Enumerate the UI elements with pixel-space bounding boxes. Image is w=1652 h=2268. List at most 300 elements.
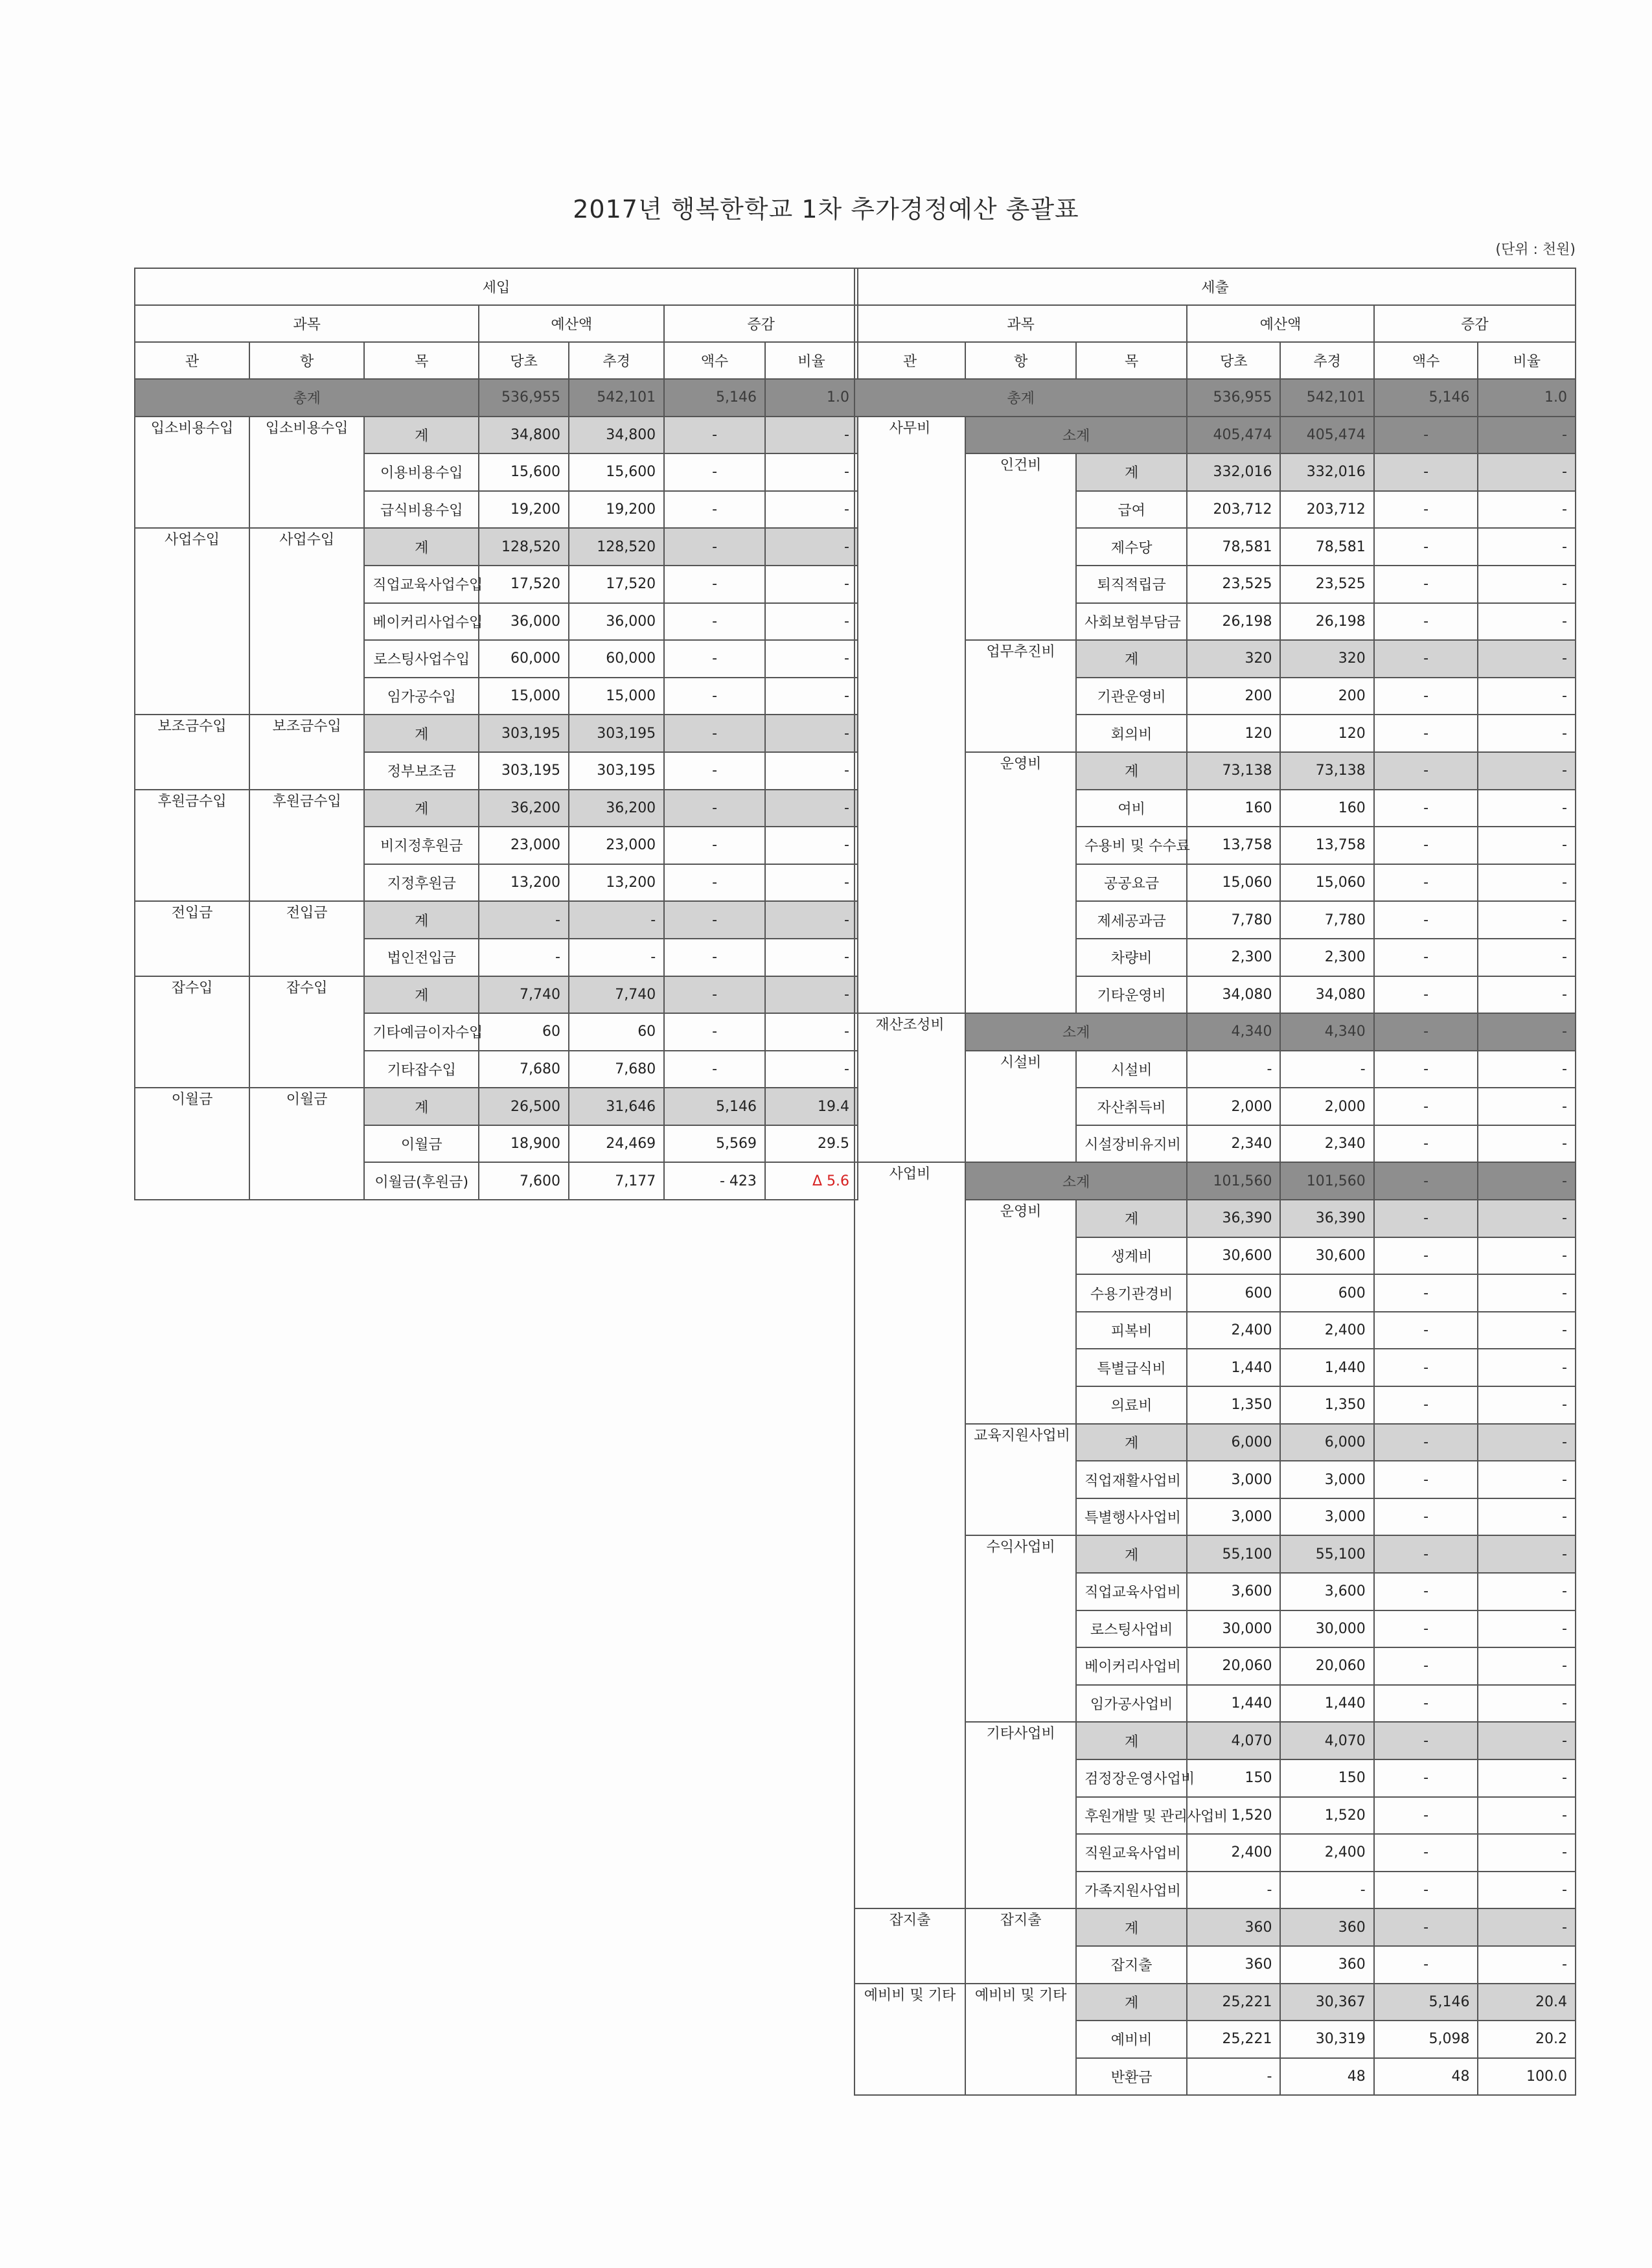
exp-original-cell: 25,221 [1187, 1984, 1280, 2021]
rev-original-cell: - [479, 939, 569, 976]
exp-original-cell: 30,600 [1187, 1237, 1280, 1275]
exp-mok-cell: 직업교육사업비 [1076, 1573, 1187, 1610]
rev-mok-cell: 이월금(후원금) [364, 1162, 479, 1200]
exp-ratio-cell: - [1478, 1946, 1576, 1984]
exp-ratio-cell: - [1478, 640, 1576, 678]
rev-revised-cell: - [569, 939, 664, 976]
exp-mok-cell: 수용기관경비 [1076, 1274, 1187, 1312]
exp-ratio-cell: - [1478, 678, 1576, 715]
rev-original-cell: 60,000 [479, 640, 569, 678]
exp-original-cell: 160 [1187, 790, 1280, 827]
exp-amount-cell: - [1374, 1125, 1478, 1163]
exp-revised-cell: 2,340 [1280, 1125, 1373, 1163]
exp-revised-cell: 320 [1280, 640, 1373, 678]
exp-amount-cell: - [1374, 491, 1478, 529]
exp-original-cell: 150 [1187, 1759, 1280, 1797]
rev-ratio-cell: - [765, 603, 858, 641]
exp-amount-cell: - [1374, 1312, 1478, 1349]
exp-amount-cell: - [1374, 1685, 1478, 1723]
exp-original-cell: 30,000 [1187, 1610, 1280, 1648]
exp-ratio-cell: - [1478, 1162, 1576, 1200]
exp-subtotal-label: 소계 [965, 417, 1187, 454]
table-row [855, 1013, 1576, 1051]
rev-mok-cell: 계 [364, 417, 479, 454]
exp-revised-cell: 48 [1280, 2058, 1373, 2096]
rev-revised-cell: 31,646 [569, 1088, 664, 1125]
exp-ratio-cell: 20.2 [1478, 2021, 1576, 2058]
rev-revised-cell: 17,520 [569, 566, 664, 603]
exp-hang-cell: 잡지출 [965, 1908, 1076, 1983]
exp-revised-cell: 2,400 [1280, 1312, 1373, 1349]
exp-original-cell: 36,390 [1187, 1200, 1280, 1237]
exp-amount-cell: - [1374, 1051, 1478, 1088]
rev-ratio-cell: - [765, 939, 858, 976]
rev-original-cell: 60 [479, 1013, 569, 1051]
exp-ratio-cell: - [1478, 1200, 1576, 1237]
rev-gwan-cell: 사업수입 [135, 528, 249, 715]
rev-original-cell: 36,200 [479, 790, 569, 827]
exp-amount-cell: - [1374, 1088, 1478, 1125]
exp-original-cell: 1,440 [1187, 1349, 1280, 1386]
exp-ratio-cell: - [1478, 864, 1576, 902]
rev-ratio-cell: - [765, 566, 858, 603]
rev-ratio-cell: - [765, 1051, 858, 1088]
rev-revised-cell: 303,195 [569, 715, 664, 752]
rev-mok-cell: 계 [364, 528, 479, 566]
table-row [855, 1162, 1576, 1200]
exp-revised-cell: - [1280, 1051, 1373, 1088]
rev-ratio-cell: - [765, 715, 858, 752]
exp-gwan-header: 관 [855, 342, 965, 379]
rev-gwan-header: 관 [135, 342, 249, 379]
exp-amount-cell: - [1374, 566, 1478, 603]
exp-ratio-cell: - [1478, 453, 1576, 491]
rev-amount-cell: - [664, 901, 765, 939]
exp-original-cell: 405,474 [1187, 417, 1280, 454]
rev-total-ratio: 1.0 [765, 379, 858, 417]
rev-ratio-cell: - [765, 491, 858, 529]
exp-change-header: 증감 [1374, 305, 1576, 342]
exp-mok-cell: 임가공사업비 [1076, 1685, 1187, 1723]
exp-revised-cell: 150 [1280, 1759, 1373, 1797]
rev-mok-header: 목 [364, 342, 479, 379]
exp-amount-cell: - [1374, 1349, 1478, 1386]
rev-revised-cell: - [569, 901, 664, 939]
exp-mok-cell: 예비비 [1076, 2021, 1187, 2058]
exp-original-cell: 4,070 [1187, 1722, 1280, 1759]
table-row [135, 790, 858, 827]
exp-mok-cell: 베이커리사업비 [1076, 1647, 1187, 1685]
exp-original-cell: 1,350 [1187, 1386, 1280, 1424]
exp-amount-cell: - [1374, 1759, 1478, 1797]
rev-gwan-cell: 입소비용수입 [135, 417, 249, 529]
table-row [135, 715, 858, 752]
exp-original-cell: - [1187, 1872, 1280, 1909]
rev-amount-cell: - [664, 752, 765, 790]
exp-revised-cell: 1,440 [1280, 1685, 1373, 1723]
exp-mok-cell: 반환금 [1076, 2058, 1187, 2096]
exp-ratio-cell: - [1478, 1759, 1576, 1797]
rev-ratio-cell: - [765, 678, 858, 715]
exp-original-cell: 7,780 [1187, 901, 1280, 939]
exp-revised-cell: 6,000 [1280, 1424, 1373, 1461]
exp-original-header: 당초 [1187, 342, 1280, 379]
exp-revised-cell: 101,560 [1280, 1162, 1373, 1200]
exp-amount-cell: - [1374, 1647, 1478, 1685]
rev-mok-cell: 급식비용수입 [364, 491, 479, 529]
exp-amount-cell: - [1374, 453, 1478, 491]
exp-revised-cell: 3,600 [1280, 1573, 1373, 1610]
exp-mok-cell: 검정장운영사업비 [1076, 1759, 1187, 1797]
rev-hang-cell: 보조금수입 [249, 715, 364, 789]
exp-revised-cell: 55,100 [1280, 1535, 1373, 1573]
exp-hang-cell: 운영비 [965, 1200, 1076, 1424]
exp-gwan-cell: 사무비 [855, 417, 965, 1014]
exp-total-label: 총계 [855, 379, 1187, 417]
exp-ratio-cell: - [1478, 1722, 1576, 1759]
rev-mok-cell: 로스팅사업수입 [364, 640, 479, 678]
exp-amount-cell: - [1374, 1200, 1478, 1237]
rev-mok-cell: 계 [364, 790, 479, 827]
exp-amount-cell: - [1374, 1274, 1478, 1312]
exp-original-cell: 320 [1187, 640, 1280, 678]
exp-original-cell: 600 [1187, 1274, 1280, 1312]
rev-amount-cell: - [664, 640, 765, 678]
exp-original-cell: 1,440 [1187, 1685, 1280, 1723]
exp-revised-cell: 4,070 [1280, 1722, 1373, 1759]
table-row [135, 417, 858, 454]
rev-amount-header: 액수 [664, 342, 765, 379]
rev-ratio-header: 비율 [765, 342, 858, 379]
exp-mok-cell: 계 [1076, 453, 1187, 491]
exp-original-cell: 2,300 [1187, 939, 1280, 976]
exp-revised-cell: 200 [1280, 678, 1373, 715]
rev-mok-cell: 기타예금이자수입 [364, 1013, 479, 1051]
exp-revised-cell: 120 [1280, 715, 1373, 752]
exp-ratio-cell: - [1478, 1051, 1576, 1088]
rev-gwan-cell: 전입금 [135, 901, 249, 976]
exp-amount-cell: - [1374, 640, 1478, 678]
exp-mok-cell: 직업재활사업비 [1076, 1461, 1187, 1498]
exp-mok-cell: 시설장비유지비 [1076, 1125, 1187, 1163]
exp-revised-cell: 73,138 [1280, 752, 1373, 790]
exp-original-cell: - [1187, 1051, 1280, 1088]
expense-header: 세출 [855, 268, 1576, 305]
exp-gwan-cell: 잡지출 [855, 1908, 965, 1983]
rev-original-cell: 128,520 [479, 528, 569, 566]
exp-ratio-cell: - [1478, 603, 1576, 641]
exp-total-amount: 5,146 [1374, 379, 1478, 417]
exp-original-cell: 6,000 [1187, 1424, 1280, 1461]
exp-revised-cell: 2,000 [1280, 1088, 1373, 1125]
exp-revised-cell: 1,520 [1280, 1797, 1373, 1835]
exp-amount-cell: - [1374, 1535, 1478, 1573]
exp-ratio-cell: 100.0 [1478, 2058, 1576, 2096]
rev-amount-cell: - [664, 491, 765, 529]
exp-original-cell: 2,400 [1187, 1834, 1280, 1872]
exp-revised-cell: 4,340 [1280, 1013, 1373, 1051]
rev-original-cell: 7,600 [479, 1162, 569, 1200]
rev-revised-cell: 60 [569, 1013, 664, 1051]
exp-original-cell: 78,581 [1187, 528, 1280, 566]
rev-ratio-cell: - [765, 864, 858, 902]
exp-ratio-cell: - [1478, 1386, 1576, 1424]
rev-revised-cell: 34,800 [569, 417, 664, 454]
rev-original-cell: 18,900 [479, 1125, 569, 1163]
exp-amount-cell: - [1374, 1498, 1478, 1536]
exp-mok-cell: 로스팅사업비 [1076, 1610, 1187, 1648]
exp-amount-cell: - [1374, 1797, 1478, 1835]
rev-ratio-cell: - [765, 640, 858, 678]
rev-amount-cell: - [664, 1051, 765, 1088]
rev-revised-cell: 128,520 [569, 528, 664, 566]
exp-original-cell: 332,016 [1187, 453, 1280, 491]
exp-amount-cell: - [1374, 1946, 1478, 1984]
exp-revised-cell: 3,000 [1280, 1461, 1373, 1498]
exp-hang-cell: 수익사업비 [965, 1535, 1076, 1722]
rev-revised-cell: 36,000 [569, 603, 664, 641]
exp-mok-cell: 제세공과금 [1076, 901, 1187, 939]
exp-original-cell: 360 [1187, 1946, 1280, 1984]
exp-revised-cell: 360 [1280, 1908, 1373, 1946]
exp-revised-cell: 600 [1280, 1274, 1373, 1312]
exp-mok-cell: 피복비 [1076, 1312, 1187, 1349]
rev-mok-cell: 임가공수입 [364, 678, 479, 715]
exp-gwan-cell: 예비비 및 기타 [855, 1984, 965, 2096]
exp-ratio-cell: - [1478, 1535, 1576, 1573]
exp-revised-cell: 1,440 [1280, 1349, 1373, 1386]
rev-gwan-cell: 보조금수입 [135, 715, 249, 789]
exp-hang-cell: 인건비 [965, 453, 1076, 640]
exp-ratio-cell: - [1478, 790, 1576, 827]
exp-hang-cell: 시설비 [965, 1051, 1076, 1163]
exp-mok-cell: 여비 [1076, 790, 1187, 827]
exp-ratio-cell: - [1478, 1461, 1576, 1498]
rev-amount-cell: 5,569 [664, 1125, 765, 1163]
rev-total-label: 총계 [135, 379, 479, 417]
rev-mok-cell: 계 [364, 901, 479, 939]
rev-ratio-cell: - [765, 901, 858, 939]
rev-original-cell: 303,195 [479, 752, 569, 790]
exp-mok-cell: 후원개발 및 관리사업비 [1076, 1797, 1187, 1835]
exp-amount-cell: - [1374, 939, 1478, 976]
rev-revised-cell: 36,200 [569, 790, 664, 827]
exp-mok-cell: 가족지원사업비 [1076, 1872, 1187, 1909]
rev-hang-cell: 잡수입 [249, 976, 364, 1088]
rev-ratio-cell: - [765, 790, 858, 827]
rev-revised-cell: 7,177 [569, 1162, 664, 1200]
exp-amount-cell: - [1374, 1237, 1478, 1275]
exp-ratio-cell: - [1478, 1908, 1576, 1946]
exp-mok-cell: 생계비 [1076, 1237, 1187, 1275]
exp-revised-cell: 160 [1280, 790, 1373, 827]
exp-ratio-cell: - [1478, 901, 1576, 939]
exp-hang-cell: 기타사업비 [965, 1722, 1076, 1908]
exp-mok-header: 목 [1076, 342, 1187, 379]
exp-hang-cell: 운영비 [965, 752, 1076, 1013]
rev-revised-cell: 7,740 [569, 976, 664, 1014]
exp-amount-cell: - [1374, 1013, 1478, 1051]
exp-amount-cell: - [1374, 1573, 1478, 1610]
exp-mok-cell: 퇴직적립금 [1076, 566, 1187, 603]
exp-original-cell: 23,525 [1187, 566, 1280, 603]
rev-original-cell: 19,200 [479, 491, 569, 529]
exp-mok-cell: 계 [1076, 752, 1187, 790]
exp-original-cell: 15,060 [1187, 864, 1280, 902]
exp-ratio-cell: - [1478, 1498, 1576, 1536]
rev-mok-cell: 계 [364, 715, 479, 752]
exp-ratio-cell: - [1478, 417, 1576, 454]
exp-ratio-cell: - [1478, 1349, 1576, 1386]
exp-amount-cell: - [1374, 1162, 1478, 1200]
exp-revised-cell: 23,525 [1280, 566, 1373, 603]
rev-amount-cell: - [664, 976, 765, 1014]
exp-amount-cell: - [1374, 1610, 1478, 1648]
rev-original-cell: - [479, 901, 569, 939]
exp-subtotal-label: 소계 [965, 1013, 1187, 1051]
exp-mok-cell: 자산취득비 [1076, 1088, 1187, 1125]
exp-original-cell: 26,198 [1187, 603, 1280, 641]
exp-mok-cell: 기관운영비 [1076, 678, 1187, 715]
rev-mok-cell: 기타잡수입 [364, 1051, 479, 1088]
rev-original-cell: 7,680 [479, 1051, 569, 1088]
exp-revised-cell: 13,758 [1280, 827, 1373, 864]
exp-ratio-cell: - [1478, 1312, 1576, 1349]
rev-ratio-cell: - [765, 417, 858, 454]
exp-subject-header: 과목 [855, 305, 1187, 342]
rev-budget-header: 예산액 [479, 305, 664, 342]
rev-mok-cell: 이용비용수입 [364, 453, 479, 491]
exp-amount-cell: - [1374, 864, 1478, 902]
table-row [855, 1984, 1576, 2021]
exp-ratio-cell: - [1478, 1834, 1576, 1872]
exp-revised-header: 추경 [1280, 342, 1373, 379]
exp-mok-cell: 차량비 [1076, 939, 1187, 976]
exp-revised-cell: 360 [1280, 1946, 1373, 1984]
rev-revised-cell: 23,000 [569, 827, 664, 864]
rev-gwan-cell: 이월금 [135, 1088, 249, 1200]
exp-ratio-cell: - [1478, 566, 1576, 603]
exp-amount-cell: - [1374, 790, 1478, 827]
rev-ratio-cell: - [765, 528, 858, 566]
exp-mok-cell: 시설비 [1076, 1051, 1187, 1088]
exp-mok-cell: 계 [1076, 1200, 1187, 1237]
exp-hang-cell: 업무추진비 [965, 640, 1076, 752]
rev-total-revised: 542,101 [569, 379, 664, 417]
rev-revised-cell: 7,680 [569, 1051, 664, 1088]
exp-ratio-cell: - [1478, 1237, 1576, 1275]
exp-hang-cell: 교육지원사업비 [965, 1424, 1076, 1536]
rev-ratio-cell: - [765, 752, 858, 790]
exp-revised-cell: 30,000 [1280, 1610, 1373, 1648]
exp-revised-cell: 2,300 [1280, 939, 1373, 976]
exp-original-cell: - [1187, 2058, 1280, 2096]
rev-mok-cell: 베이커리사업수입 [364, 603, 479, 641]
exp-original-cell: 120 [1187, 715, 1280, 752]
revenue-table [134, 268, 858, 1200]
exp-revised-cell: 34,080 [1280, 976, 1373, 1014]
exp-mok-cell: 급여 [1076, 491, 1187, 529]
exp-amount-cell: - [1374, 901, 1478, 939]
rev-original-cell: 7,740 [479, 976, 569, 1014]
rev-hang-header: 항 [249, 342, 364, 379]
exp-original-cell: 73,138 [1187, 752, 1280, 790]
rev-original-cell: 23,000 [479, 827, 569, 864]
exp-amount-cell: - [1374, 1424, 1478, 1461]
rev-hang-cell: 전입금 [249, 901, 364, 976]
rev-mok-cell: 정부보조금 [364, 752, 479, 790]
exp-revised-cell: 7,780 [1280, 901, 1373, 939]
rev-original-cell: 34,800 [479, 417, 569, 454]
exp-ratio-cell: - [1478, 1797, 1576, 1835]
exp-mok-cell: 계 [1076, 1722, 1187, 1759]
exp-revised-cell: 30,367 [1280, 1984, 1373, 2021]
rev-revised-header: 추경 [569, 342, 664, 379]
exp-mok-cell: 계 [1076, 1535, 1187, 1573]
exp-original-cell: 203,712 [1187, 491, 1280, 529]
rev-mok-cell: 법인전입금 [364, 939, 479, 976]
exp-amount-cell: - [1374, 827, 1478, 864]
exp-revised-cell: 26,198 [1280, 603, 1373, 641]
rev-revised-cell: 19,200 [569, 491, 664, 529]
exp-revised-cell: 332,016 [1280, 453, 1373, 491]
exp-revised-cell: 20,060 [1280, 1647, 1373, 1685]
rev-revised-cell: 24,469 [569, 1125, 664, 1163]
exp-total-revised: 542,101 [1280, 379, 1373, 417]
exp-original-cell: 200 [1187, 678, 1280, 715]
rev-hang-cell: 입소비용수입 [249, 417, 364, 529]
exp-amount-cell: - [1374, 678, 1478, 715]
exp-revised-cell: 78,581 [1280, 528, 1373, 566]
exp-ratio-cell: - [1478, 1685, 1576, 1723]
rev-revised-cell: 13,200 [569, 864, 664, 902]
table-row [135, 901, 858, 939]
exp-original-cell: 3,600 [1187, 1573, 1280, 1610]
exp-mok-cell: 수용비 및 수수료 [1076, 827, 1187, 864]
unit-label: (단위 : 천원) [1495, 242, 1576, 258]
exp-revised-cell: - [1280, 1872, 1373, 1909]
rev-total-original: 536,955 [479, 379, 569, 417]
exp-ratio-cell: - [1478, 1424, 1576, 1461]
exp-amount-cell: - [1374, 1461, 1478, 1498]
exp-amount-cell: - [1374, 603, 1478, 641]
rev-amount-cell: - [664, 715, 765, 752]
rev-amount-cell: - [664, 864, 765, 902]
rev-amount-cell: - [664, 603, 765, 641]
rev-mok-cell: 이월금 [364, 1125, 479, 1163]
rev-mok-cell: 계 [364, 1088, 479, 1125]
exp-mok-cell: 공공요금 [1076, 864, 1187, 902]
rev-ratio-cell: - [765, 453, 858, 491]
table-row [135, 1088, 858, 1125]
exp-ratio-cell: 20.4 [1478, 1984, 1576, 2021]
exp-amount-cell: - [1374, 528, 1478, 566]
rev-hang-cell: 이월금 [249, 1088, 364, 1200]
rev-original-cell: 17,520 [479, 566, 569, 603]
exp-revised-cell: 2,400 [1280, 1834, 1373, 1872]
exp-ratio-cell: - [1478, 1013, 1576, 1051]
exp-hang-cell: 예비비 및 기타 [965, 1984, 1076, 2096]
exp-revised-cell: 405,474 [1280, 417, 1373, 454]
rev-revised-cell: 15,600 [569, 453, 664, 491]
exp-original-cell: 34,080 [1187, 976, 1280, 1014]
rev-amount-cell: 5,146 [664, 1088, 765, 1125]
exp-original-cell: 1,520 [1187, 1797, 1280, 1835]
exp-ratio-cell: - [1478, 715, 1576, 752]
exp-amount-cell: - [1374, 1908, 1478, 1946]
exp-revised-cell: 203,712 [1280, 491, 1373, 529]
exp-subtotal-label: 소계 [965, 1162, 1187, 1200]
